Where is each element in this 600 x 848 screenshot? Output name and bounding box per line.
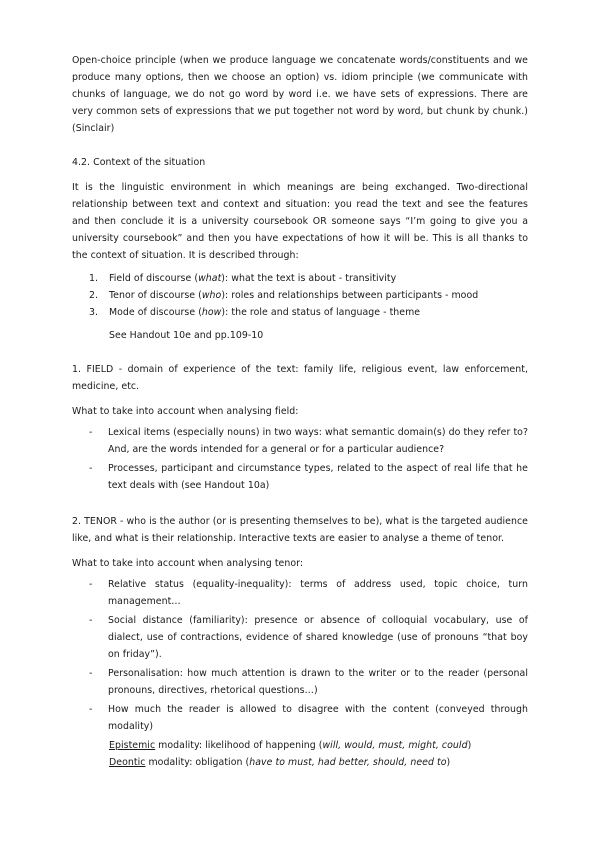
handout-reference: See Handout 10e and pp.109-10	[109, 330, 264, 341]
list-number: 1.	[89, 273, 99, 284]
document-page	[72, 52, 528, 771]
list-item: - Social distance (familiarity): presence or absence of colloquial vocabulary, use of dialect, use of contractions, evidence of shared knowledge (use of pronouns “that boy on friday”).	[89, 615, 528, 660]
list-item: - Relative status (equality-inequality): terms of address used, topic choice, turn management…	[89, 579, 528, 607]
section-heading-context: 4.2. Context of the situation	[72, 157, 206, 168]
list-number: 2.	[89, 290, 99, 301]
tenor-bullets	[72, 576, 528, 735]
field-paragraph: 1. FIELD - domain of experience of the text: family life, religious event, law enforcement, medicine, etc.	[72, 364, 528, 392]
discourse-list	[72, 270, 528, 321]
deontic-modality-line: Deontic modality: obligation (have to must, had better, should, need to)	[109, 757, 451, 768]
list-item: - Processes, participant and circumstance types, related to the aspect of real life that he text deals with (see Handout 10a)	[89, 463, 528, 491]
list-item: - How much the reader is allowed to disagree with the content (conveyed through modality)	[89, 704, 528, 732]
field-lead: What to take into account when analysing field:	[72, 406, 299, 417]
field-bullets	[72, 424, 528, 494]
epistemic-modality-line: Epistemic modality: likelihood of happening (will, would, must, might, could)	[109, 740, 472, 751]
tenor-lead: What to take into account when analysing tenor:	[72, 558, 304, 569]
tenor-paragraph: 2. TENOR - who is the author (or is presenting themselves to be), what is the targeted audience like, and what is their relationship. Interactive texts are easier to analyse a theme of tenor.	[72, 516, 528, 544]
list-number: 3.	[89, 307, 99, 318]
context-paragraph: It is the linguistic environment in which meanings are being exchanged. Two-directional relationship between text and context and situation: you read the text and see the features and then conclude it is a university coursebook OR someone says “I’m going to give you a university coursebook” and then you have expectations of how it will be. This is all thanks to the context of situation. It is described through:	[72, 182, 528, 261]
list-item: 3. Mode of discourse (how): the role and status of language - theme	[72, 304, 528, 321]
intro-paragraph: Open-choice principle (when we produce language we concatenate words/constituents and we produce many options, then we choose an option) vs. idiom principle (we communicate with chunks of language, we do not go word by word i.e. we have sets of expressions. There are very common sets of expressions that we put together not word by word, but chunk by chunk.) (Sinclair)	[72, 55, 528, 134]
list-item: 2. Tenor of discourse (who): roles and relationships between participants - mood	[72, 287, 528, 304]
list-item: - Personalisation: how much attention is drawn to the writer or to the reader (personal pronouns, directives, rhetorical questions…)	[89, 668, 528, 696]
list-item: - Lexical items (especially nouns) in two ways: what semantic domain(s) do they refer to? And, are the words intended for a general or for a particular audience?	[89, 427, 528, 455]
list-item: 1. Field of discourse (what): what the text is about - transitivity	[72, 270, 528, 287]
